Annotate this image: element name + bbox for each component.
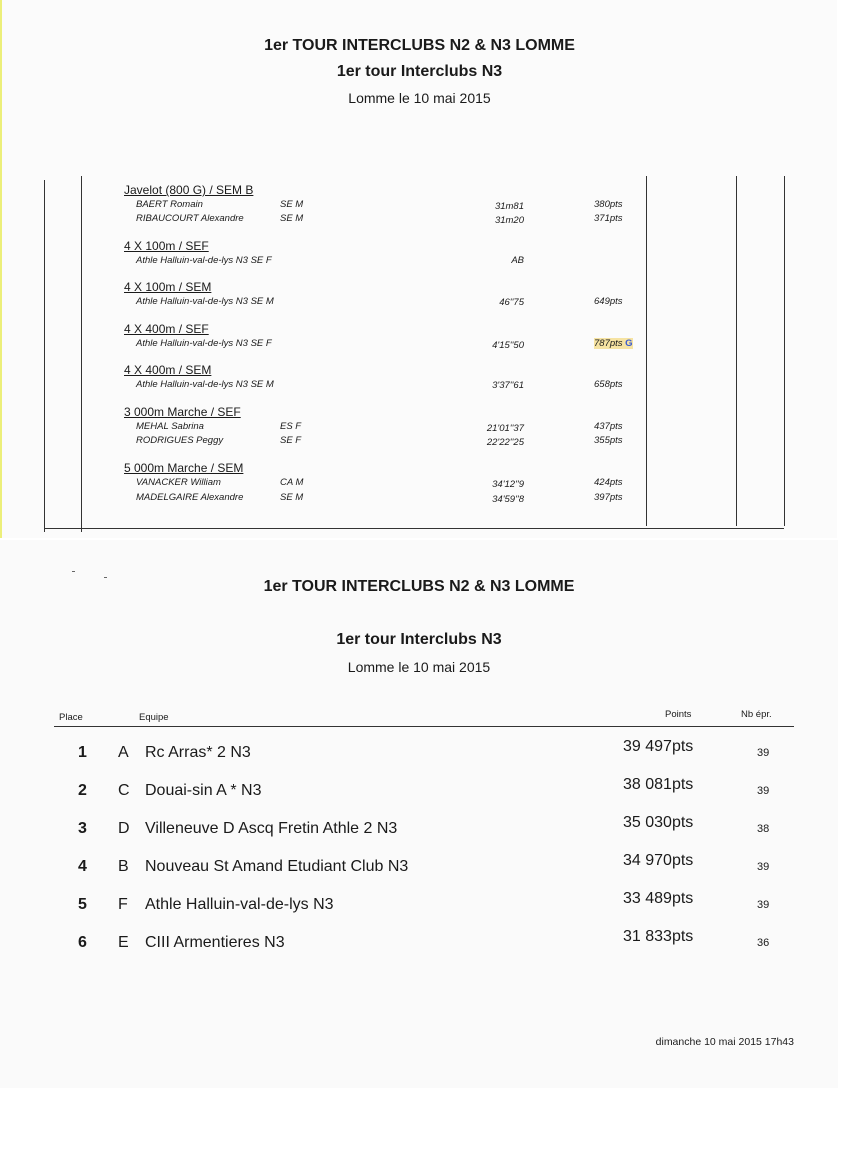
athlete-name: BAERT Romain <box>136 199 203 210</box>
events-count: 39 <box>757 747 770 759</box>
events-count: 39 <box>757 861 770 873</box>
result-row <box>2 338 837 352</box>
points-highlighted <box>594 338 633 349</box>
result-row <box>2 492 837 506</box>
team-name: Athle Halluin-val-de-lys N3 SE F <box>136 338 272 349</box>
athlete-name: RIBAUCOURT Alexandre <box>136 213 244 224</box>
header-points: Points <box>665 709 692 720</box>
team-points: 39 497pts <box>623 738 694 755</box>
team-name: Rc Arras* 2 N3 <box>145 744 251 761</box>
team-points: 35 030pts <box>623 814 694 831</box>
result-row <box>2 199 837 213</box>
athlete-category: SE M <box>280 213 304 224</box>
ranking-row <box>0 928 838 956</box>
points: 355pts <box>594 435 623 446</box>
events-count: 39 <box>757 899 770 911</box>
team-letter: D <box>118 820 130 837</box>
rank-place: 4 <box>78 858 87 875</box>
sheet2-subtitle: 1er tour Interclubs N3 <box>336 631 502 648</box>
team-points: 38 081pts <box>623 776 694 793</box>
points: 380pts <box>594 199 623 210</box>
athlete-name: MADELGAIRE Alexandre <box>136 492 244 503</box>
team-name: Douai-sin A * N3 <box>145 782 262 799</box>
event-title: 5 000m Marche / SEM <box>124 461 244 475</box>
points: 437pts <box>594 421 623 432</box>
performance: 3'37''61 <box>492 380 524 391</box>
athlete-category: SE M <box>280 199 304 210</box>
team-name: Athle Halluin-val-de-lys N3 SE M <box>136 379 274 390</box>
scan-speck <box>72 571 75 572</box>
performance: 31m81 <box>494 201 524 212</box>
sheet1-subtitle: 1er tour Interclubs N3 <box>336 63 503 80</box>
event-title: Javelot (800 G) / SEM B <box>124 183 254 197</box>
header-rule <box>54 726 794 727</box>
athlete-name: RODRIGUES Peggy <box>136 435 224 446</box>
sheet1-dateline: Lomme le 10 mai 2015 <box>348 90 491 106</box>
team-name: CIII Armentieres N3 <box>145 934 285 951</box>
team-name: Athle Halluin-val-de-lys N3 <box>145 896 334 913</box>
sheet2-dateline: Lomme le 10 mai 2015 <box>347 659 491 675</box>
team-letter: B <box>118 858 129 875</box>
performance: 34'12''9 <box>492 479 524 490</box>
team-letter: C <box>118 782 130 799</box>
event-title: 4 X 400m / SEM <box>124 363 212 377</box>
points: 787pts <box>594 338 623 349</box>
events-count: 39 <box>757 785 770 797</box>
team-letter: F <box>118 896 128 913</box>
event-title: 4 X 100m / SEF <box>124 239 209 253</box>
handwritten-mark: G <box>625 338 633 349</box>
ranking-row <box>0 738 838 766</box>
performance: 21'01''37 <box>486 423 524 434</box>
print-timestamp: dimanche 10 mai 2015 17h43 <box>655 1036 794 1048</box>
performance: AB <box>511 255 524 266</box>
points: 658pts <box>594 379 623 390</box>
points: 397pts <box>594 492 623 503</box>
performance: 22'22''25 <box>486 437 524 448</box>
performance: 34'59''8 <box>492 494 524 505</box>
result-row <box>2 421 837 435</box>
result-row <box>2 296 837 310</box>
sheet1-title: 1er TOUR INTERCLUBS N2 & N3 LOMME <box>264 37 575 54</box>
team-name: Athle Halluin-val-de-lys N3 SE M <box>136 296 274 307</box>
team-points: 31 833pts <box>623 928 694 945</box>
header-team: Equipe <box>139 712 169 723</box>
team-name: Athle Halluin-val-de-lys N3 SE F <box>136 255 272 266</box>
result-row <box>2 435 837 449</box>
table-border-bottom <box>44 528 784 529</box>
rank-place: 1 <box>78 744 87 761</box>
rank-place: 6 <box>78 934 87 951</box>
performance: 31m20 <box>494 215 524 226</box>
ranking-row <box>0 852 838 880</box>
athlete-category: SE F <box>280 435 302 446</box>
result-row <box>2 379 837 393</box>
team-name: Villeneuve D Ascq Fretin Athle 2 N3 <box>145 820 398 837</box>
header-nb-epreuves: Nb épr. <box>741 709 772 720</box>
results-sheet <box>0 0 837 538</box>
team-points: 34 970pts <box>623 852 694 869</box>
sheet2-title: 1er TOUR INTERCLUBS N2 & N3 LOMME <box>263 578 575 595</box>
ranking-sheet <box>0 540 838 1088</box>
athlete-name: VANACKER William <box>136 477 221 488</box>
rank-place: 2 <box>78 782 87 799</box>
team-letter: A <box>118 744 129 761</box>
rank-place: 3 <box>78 820 87 837</box>
team-letter: E <box>118 934 129 951</box>
ranking-row <box>0 776 838 804</box>
header-place: Place <box>59 712 83 723</box>
athlete-category: SE M <box>280 492 304 503</box>
points: 649pts <box>594 296 623 307</box>
rank-place: 5 <box>78 896 87 913</box>
points: 371pts <box>594 213 623 224</box>
event-title: 4 X 100m / SEM <box>124 280 212 294</box>
result-row <box>2 255 837 269</box>
athlete-name: MEHAL Sabrina <box>136 421 204 432</box>
performance: 46''75 <box>499 297 524 308</box>
team-name: Nouveau St Amand Etudiant Club N3 <box>145 858 409 875</box>
event-title: 4 X 400m / SEF <box>124 322 209 336</box>
events-count: 38 <box>757 823 770 835</box>
result-row <box>2 213 837 227</box>
event-title: 3 000m Marche / SEF <box>124 405 241 419</box>
ranking-row <box>0 814 838 842</box>
events-count: 36 <box>757 937 770 949</box>
points: 424pts <box>594 477 623 488</box>
athlete-category: CA M <box>280 477 304 488</box>
ranking-row <box>0 890 838 918</box>
result-row <box>2 477 837 491</box>
team-points: 33 489pts <box>623 890 694 907</box>
athlete-category: ES F <box>280 421 302 432</box>
performance: 4'15''50 <box>492 340 524 351</box>
